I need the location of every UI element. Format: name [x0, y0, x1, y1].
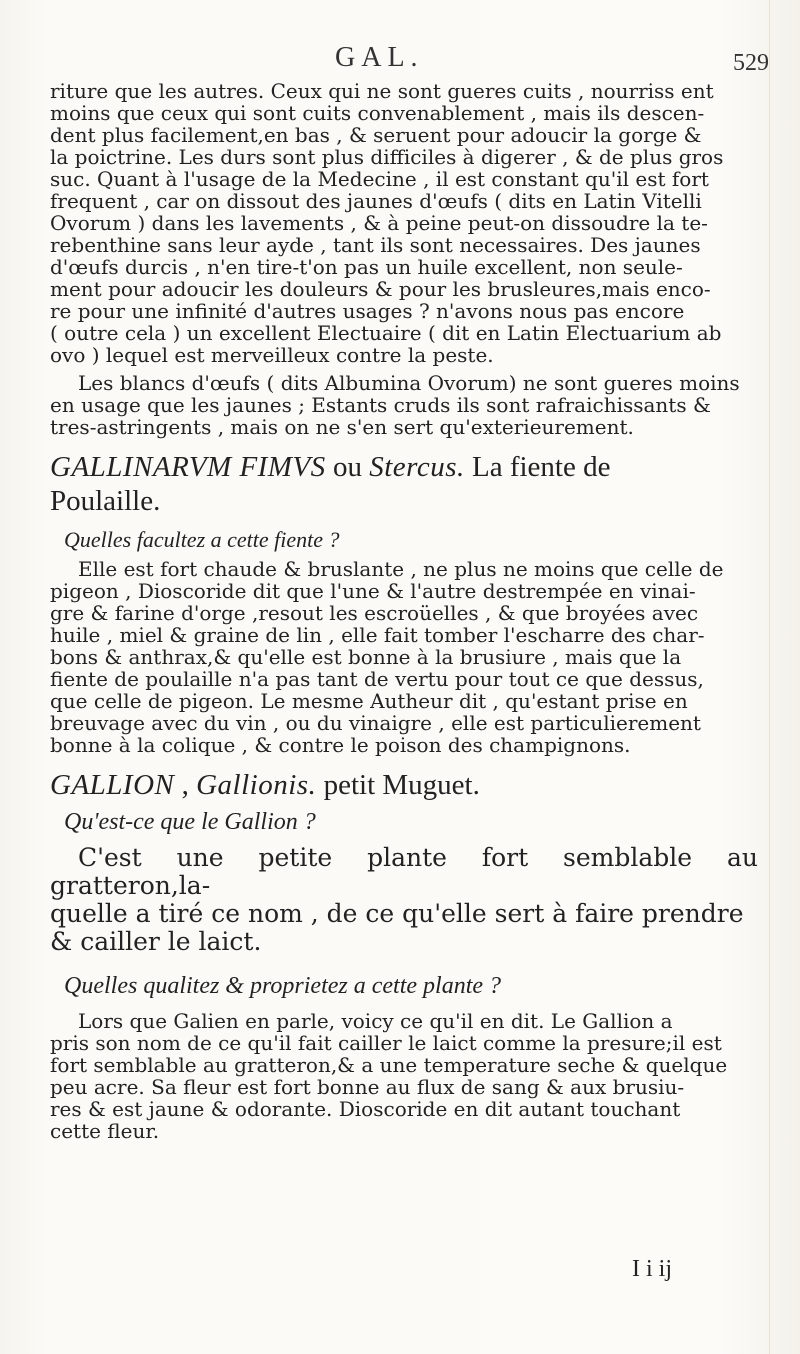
text-line: cette fleur.	[50, 1119, 160, 1143]
paragraph-galien	[50, 1010, 758, 1142]
entry-latin-alt: Gallionis.	[196, 769, 317, 801]
text-line: quelle a tiré ce nom , de ce qu'elle sert à faire prendre	[50, 899, 744, 928]
text-line: re pour une infinité d'autres usages ? n'avons nous pas encore	[50, 299, 685, 323]
text-line: pris son nom de ce qu'il fait cailler le laict comme la presure;il est	[50, 1031, 722, 1055]
text-line: rebenthine sans leur ayde , tant ils sont necessaires. Des jaunes	[50, 233, 701, 257]
paragraph-egg-whites	[50, 372, 758, 438]
text-line: ( outre cela ) un excellent Electuaire ( dit en Latin Electuarium ab	[50, 321, 722, 345]
page-number: 529	[733, 50, 769, 76]
text-line: la poictrine. Les durs sont plus difficiles à digerer , & de plus gros	[50, 145, 724, 169]
text-line: suc. Quant à l'usage de la Medecine , il est constant qu'il est fort	[50, 167, 709, 191]
text-line: bons & anthrax,& qu'elle est bonne à la brusiure , mais que la	[50, 645, 682, 669]
text-line: res & est jaune & odorante. Dioscoride en dit autant touchant	[50, 1097, 681, 1121]
text-line: C'est une petite plante fort semblable au gratteron,la-	[50, 843, 758, 900]
question-what-is-gallion: Qu'est-ce que le Gallion ?	[64, 809, 316, 835]
entry-latin-name: GALLION	[50, 769, 175, 801]
entry-french-name-line2: Poulaille.	[50, 485, 161, 517]
page-content	[50, 80, 758, 1142]
text-line: ment pour adoucir les douleurs & pour les brusleures,mais enco-	[50, 277, 711, 301]
running-head: GAL.	[335, 42, 424, 73]
entry-heading-gallion	[50, 768, 758, 802]
text-line: huile , miel & graine de lin , elle fait tomber l'escharre des char-	[50, 623, 705, 647]
text-line: d'œufs durcis , n'en tire-t'on pas un huile excellent, non seule-	[50, 255, 683, 279]
entry-connector: ou	[325, 451, 370, 483]
entry-latin-name: GALLINARVM FIMVS	[50, 451, 326, 483]
text-line: riture que les autres. Ceux qui ne sont gueres cuits , nourriss ent	[50, 79, 714, 103]
entry-connector: ,	[174, 769, 197, 801]
text-line: tres-astringents , mais on ne s'en sert qu'exterieurement.	[50, 415, 634, 439]
text-line: en usage que les jaunes ; Estants cruds ils sont rafraichissants &	[50, 393, 711, 417]
signature-mark: I i ij	[632, 1256, 672, 1282]
question-faculties: Quelles facultez a cette fiente ?	[64, 527, 340, 552]
text-line: ovo ) lequel est merveilleux contre la peste.	[50, 343, 494, 367]
text-line: Elle est fort chaude & bruslante , ne plus ne moins que celle de	[78, 557, 724, 581]
paragraph-fiente	[50, 558, 758, 756]
text-line: pigeon , Dioscoride dit que l'une & l'autre destrempée en vinai-	[50, 579, 696, 603]
entry-latin-alt: Stercus.	[369, 451, 465, 483]
text-line: breuvage avec du vin , ou du vinaigre , elle est particulierement	[50, 711, 701, 735]
text-line: & cailler le laict.	[50, 927, 262, 956]
paragraph-eggs-yolks	[50, 80, 758, 366]
text-line: gre & farine d'orge ,resout les escroüelles , & que broyées avec	[50, 601, 699, 625]
entry-heading-gallinarum	[50, 450, 758, 518]
large-type-section	[50, 806, 758, 1002]
text-line: peu acre. Sa fleur est fort bonne au flux de sang & aux brusiu-	[50, 1075, 685, 1099]
entry-french-name: La fiente de	[464, 451, 611, 483]
text-line: moins que ceux qui sont cuits convenablement , mais ils descen-	[50, 101, 705, 125]
paragraph-gallion-definition	[50, 844, 758, 956]
text-line: Lors que Galien en parle, voicy ce qu'il en dit. Le Gallion a	[78, 1009, 673, 1033]
question-qualities: Quelles qualitez & proprietez a cette plante ?	[64, 973, 502, 999]
text-line: bonne à la colique , & contre le poison des champignons.	[50, 733, 631, 757]
text-line: fiente de poulaille n'a pas tant de vertu pour tout ce que dessus,	[50, 667, 704, 691]
text-line: dent plus facilement,en bas , & seruent pour adoucir la gorge &	[50, 123, 702, 147]
text-line: Ovorum ) dans les lavements , & à peine peut-on dissoudre la te-	[50, 211, 708, 235]
entry-french-name: petit Muguet.	[316, 769, 480, 801]
page-header	[0, 42, 800, 82]
text-line: Les blancs d'œufs ( dits Albumina Ovorum) ne sont gueres moins	[78, 371, 740, 395]
text-line: frequent , car on dissout des jaunes d'œufs ( dits en Latin Vitelli	[50, 189, 702, 213]
text-line: que celle de pigeon. Le mesme Autheur dit , qu'estant prise en	[50, 689, 688, 713]
text-line: fort semblable au gratteron,& a une temperature seche & quelque	[50, 1053, 728, 1077]
page-edge	[769, 0, 800, 1354]
